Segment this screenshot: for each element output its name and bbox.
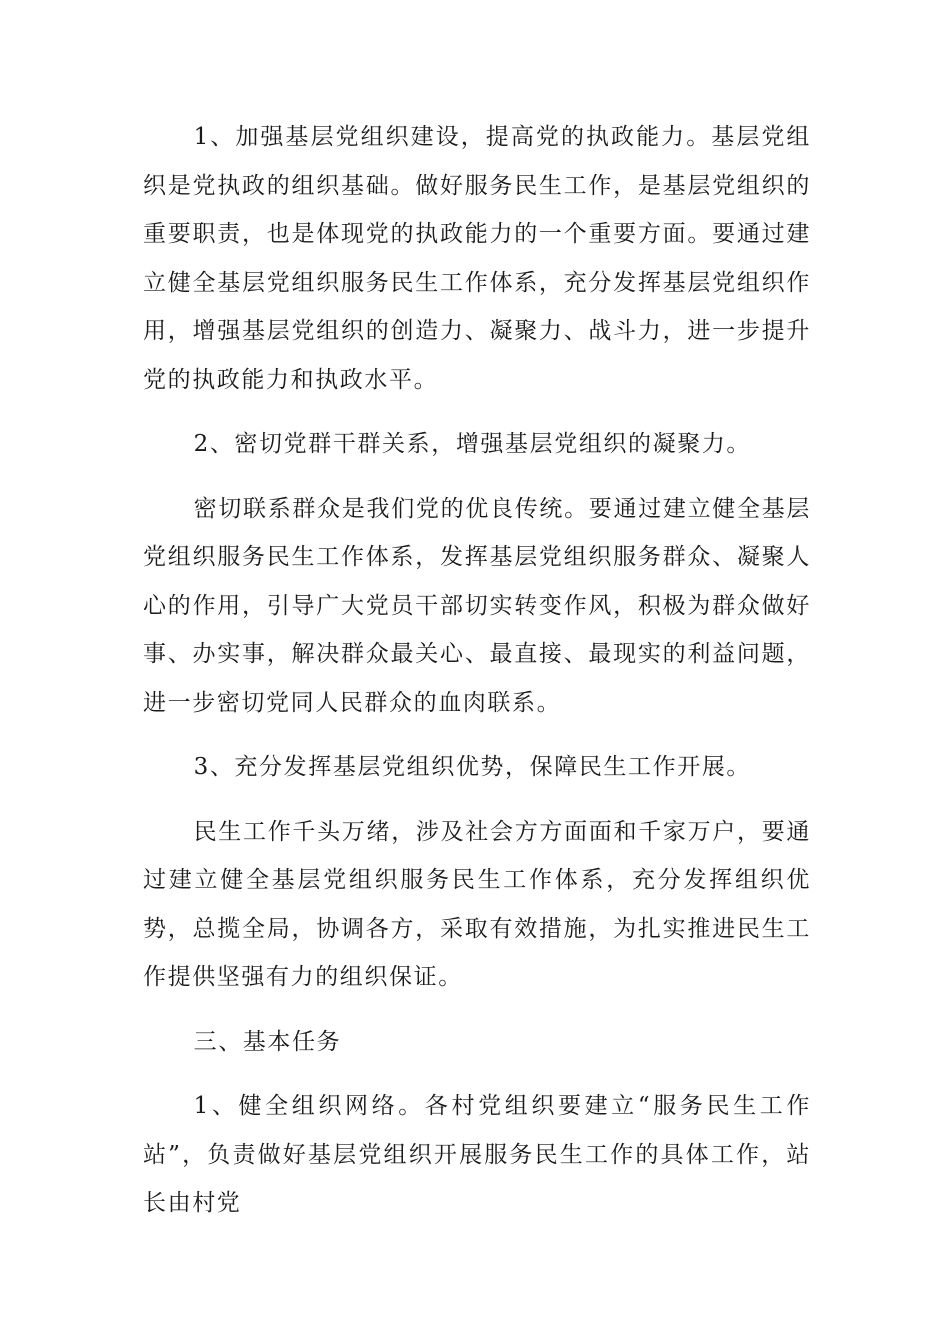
paragraph-2: 2、密切党群干群关系，增强基层党组织的凝聚力。 (193, 431, 752, 457)
paragraph-1: 1、加强基层党组织建设，提高党的执政能力。基层党组织是党执政的组织基础。做好服务民生工作，是基层党组织的重要职责，也是体现党的执政能力的一个重要方面。要通过建立健全基层党组织服务民生工作体系，充分发挥基层党组织作用，增强基层党组织的创造力、凝聚力、战斗力，进一步提升党的执政能力和执政水平。 (143, 124, 811, 393)
paragraph-7: 1、健全组织网络。各村党组织要建立“服务民生工作站”，负责做好基层党组织开展服务民生工作的具体工作，站长由村党 (143, 1093, 811, 1216)
paragraph-3: 密切联系群众是我们党的优良传统。要通过建立健全基层党组织服务民生工作体系，发挥基层党组织服务群众、凝聚人心的作用，引导广大党员干部切实转变作风，积极为群众做好事、办实事，解决群众最关心、最直接、最现实的利益问题，进一步密切党同人民群众的血肉联系。 (143, 495, 811, 716)
paragraph-4: 3、充分发挥基层党组织优势，保障民生工作开展。 (193, 754, 752, 780)
paragraph-5: 民生工作千头万绪，涉及社会方方面面和千家万户，要通过建立健全基层党组织服务民生工作体系，充分发挥组织优势，总揽全局，协调各方，采取有效措施，为扎实推进民生工作提供坚强有力的组织保证。 (143, 818, 811, 990)
document-body (143, 113, 811, 1228)
section-heading: 三、基本任务 (193, 1028, 342, 1055)
